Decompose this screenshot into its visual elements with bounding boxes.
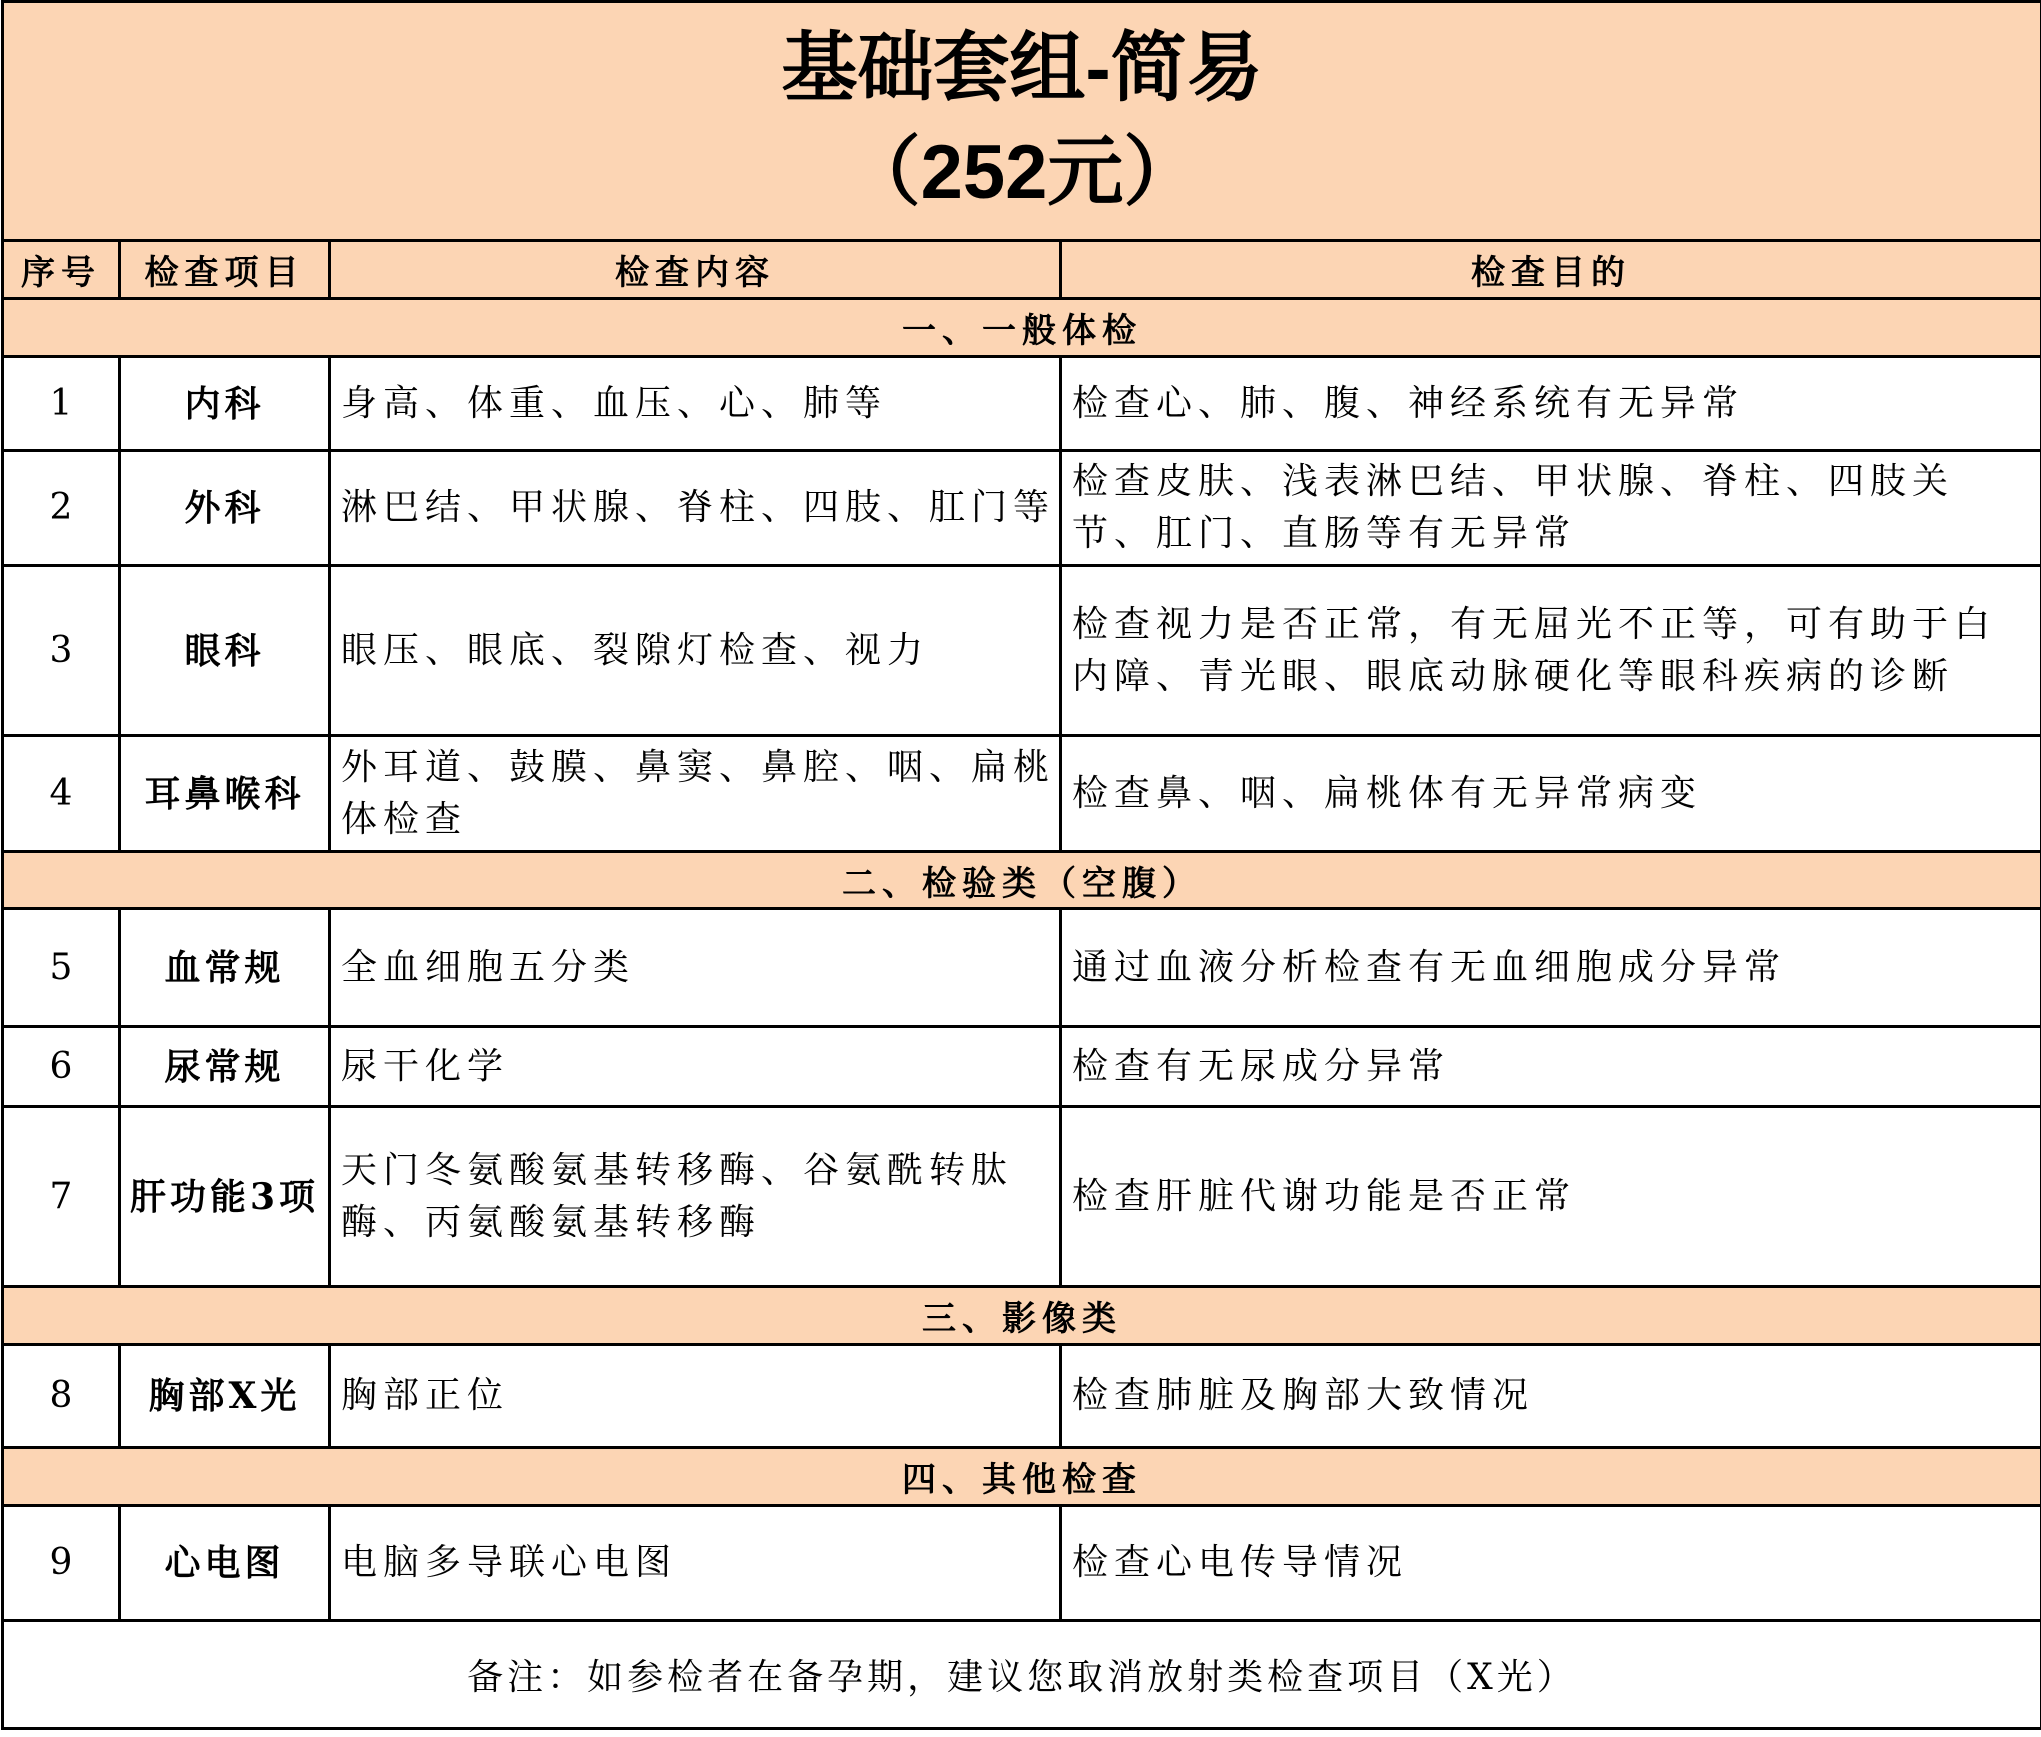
table-row	[3, 1345, 2041, 1448]
table-row	[3, 566, 2041, 736]
row-content: 天门冬氨酸氨基转移酶、谷氨酰转肽酶、丙氨酸氨基转移酶	[330, 1107, 1061, 1287]
section-label: 三、影像类	[3, 1287, 2041, 1345]
package-name: 基础套组-简易	[781, 26, 1263, 111]
row-content: 外耳道、鼓膜、鼻窦、鼻腔、咽、扁桃体检查	[330, 736, 1061, 852]
row-item: 外科	[120, 451, 330, 566]
header-content: 检查内容	[330, 241, 1061, 299]
row-number: 8	[3, 1345, 120, 1448]
row-content: 身高、体重、血压、心、肺等	[330, 357, 1061, 451]
section-row	[3, 299, 2041, 357]
row-number: 1	[3, 357, 120, 451]
table-row	[3, 1107, 2041, 1287]
table-row	[3, 451, 2041, 566]
section-label: 二、检验类（空腹）	[3, 852, 2041, 909]
row-purpose: 通过血液分析检查有无血细胞成分异常	[1061, 909, 2041, 1027]
row-number: 3	[3, 566, 120, 736]
table-row	[3, 909, 2041, 1027]
row-purpose: 检查心电传导情况	[1061, 1506, 2041, 1621]
row-purpose: 检查皮肤、浅表淋巴结、甲状腺、脊柱、四肢关节、肛门、直肠等有无异常	[1061, 451, 2041, 566]
row-item: 内科	[120, 357, 330, 451]
row-purpose: 检查鼻、咽、扁桃体有无异常病变	[1061, 736, 2041, 852]
row-item: 血常规	[120, 909, 330, 1027]
row-content: 全血细胞五分类	[330, 909, 1061, 1027]
row-purpose: 检查心、肺、腹、神经系统有无异常	[1061, 357, 2041, 451]
row-item: 尿常规	[120, 1027, 330, 1107]
package-title	[3, 2, 2041, 241]
table-row	[3, 1027, 2041, 1107]
header-num: 序号	[3, 241, 120, 299]
section-label: 四、其他检查	[3, 1448, 2041, 1506]
note-row	[3, 1621, 2041, 1729]
row-number: 4	[3, 736, 120, 852]
row-content: 淋巴结、甲状腺、脊柱、四肢、肛门等	[330, 451, 1061, 566]
section-row	[3, 852, 2041, 909]
row-purpose: 检查肺脏及胸部大致情况	[1061, 1345, 2041, 1448]
row-content: 电脑多导联心电图	[330, 1506, 1061, 1621]
table-row	[3, 1506, 2041, 1621]
row-number: 5	[3, 909, 120, 1027]
row-item: 耳鼻喉科	[120, 736, 330, 852]
row-number: 2	[3, 451, 120, 566]
row-purpose: 检查有无尿成分异常	[1061, 1027, 2041, 1107]
header-item: 检查项目	[120, 241, 330, 299]
row-item: 心电图	[120, 1506, 330, 1621]
row-content: 眼压、眼底、裂隙灯检查、视力	[330, 566, 1061, 736]
table-row	[3, 357, 2041, 451]
row-item: 胸部X光	[120, 1345, 330, 1448]
section-label: 一、一般体检	[3, 299, 2041, 357]
row-number: 6	[3, 1027, 120, 1107]
row-content: 尿干化学	[330, 1027, 1061, 1107]
section-row	[3, 1287, 2041, 1345]
row-number: 7	[3, 1107, 120, 1287]
section-row	[3, 1448, 2041, 1506]
row-purpose: 检查肝脏代谢功能是否正常	[1061, 1107, 2041, 1287]
package-price: （252元）	[844, 130, 1200, 215]
row-item: 肝功能3项	[120, 1107, 330, 1287]
pregnancy-note: 备注：如参检者在备孕期，建议您取消放射类检查项目（X光）	[3, 1621, 2041, 1729]
table-row	[3, 736, 2041, 852]
row-purpose: 检查视力是否正常，有无屈光不正等，可有助于白内障、青光眼、眼底动脉硬化等眼科疾病的诊断	[1061, 566, 2041, 736]
row-item: 眼科	[120, 566, 330, 736]
title-row	[3, 2, 2041, 241]
row-number: 9	[3, 1506, 120, 1621]
row-content: 胸部正位	[330, 1345, 1061, 1448]
header-purpose: 检查目的	[1061, 241, 2041, 299]
exam-package-table	[1, 0, 2041, 1730]
column-header-row	[3, 241, 2041, 299]
